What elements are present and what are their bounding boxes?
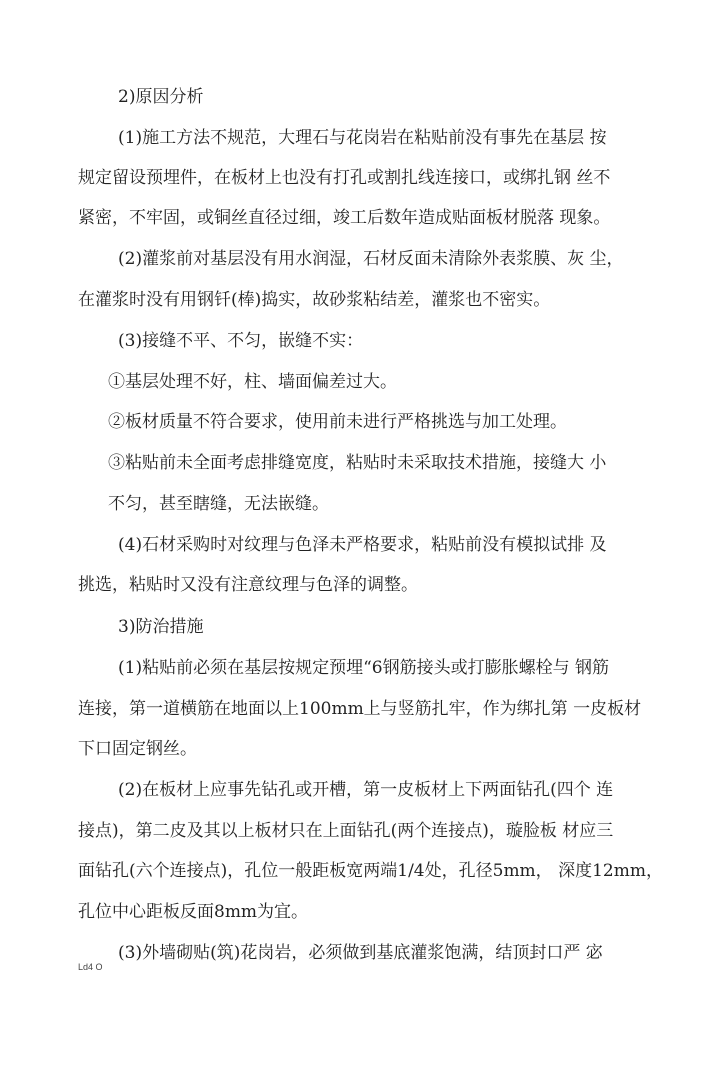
page-footer-mark: Ld4 O <box>78 962 103 972</box>
paragraph-line: 面钻孔(六个连接点)，孔位一般距板宽两端1/4处，孔径5mm， 深度12mm， <box>78 861 663 881</box>
paragraph-line: 连接，第一道横筋在地面以上100mm上与竖筋扎牢，作为绑扎第 一皮板材 <box>78 699 642 719</box>
paragraph-line: (2)灌浆前对基层没有用水润湿，石材反面未清除外表浆膜、灰 尘， <box>118 249 624 269</box>
paragraph-line: (3)外墙砌贴(筑)花岗岩，必须做到基底灌浆饱满，结顶封口严 宓 <box>118 943 603 963</box>
paragraph-line: ③粘贴前未全面考虑排缝宽度，粘贴时未采取技术措施，接缝大 小 <box>108 453 607 473</box>
section-heading: 3)防治措施 <box>118 617 204 637</box>
paragraph-line: 规定留设预埋件，在板材上也没有打孔或割扎线连接口，或绑扎钢 丝不 <box>78 168 611 188</box>
paragraph-line: 在灌浆时没有用钢钎(棒)捣实，故砂浆粘结差，灌浆也不密实。 <box>78 290 551 310</box>
paragraph-line: 挑选，粘贴时又没有注意纹理与色泽的调整。 <box>78 575 418 595</box>
paragraph-line: ②板材质量不符合要求，使用前未进行严格挑选与加工处理。 <box>108 412 567 432</box>
section-heading: 2)原因分析 <box>118 87 204 107</box>
paragraph-line: (3)接缝不平、不匀，嵌缝不实： <box>118 331 364 351</box>
paragraph-line: 孔位中心距板反面8mm为宜。 <box>78 902 309 922</box>
paragraph-line: 下口固定钢丝。 <box>78 739 197 759</box>
paragraph-line: 不匀，甚至瞎缝，无法嵌缝。 <box>108 494 329 514</box>
paragraph-line: (4)石材采购时对纹理与色泽未严格要求，粘贴前没有模拟试排 及 <box>118 535 607 555</box>
paragraph-line: ①基层处理不好，柱、墙面偏差过大。 <box>108 372 397 392</box>
paragraph-line: (1)粘贴前必须在基层按规定预埋“6钢筋接头或打膨胀螺栓与 钢筋 <box>118 658 609 678</box>
paragraph-line: 接点)，第二皮及其以上板材只在上面钻孔(两个连接点)，璇脸板 材应三 <box>78 821 614 841</box>
paragraph-line: (1)施工方法不规范，大理石与花岗岩在粘贴前没有事先在基层 按 <box>118 128 607 148</box>
paragraph-line: (2)在板材上应事先钻孔或开槽，第一皮板材上下两面钻孔(四个 连 <box>118 780 614 800</box>
paragraph-line: 紧密，不牢固，或铜丝直径过细，竣工后数年造成贴面板材脱落 现象。 <box>78 208 611 228</box>
